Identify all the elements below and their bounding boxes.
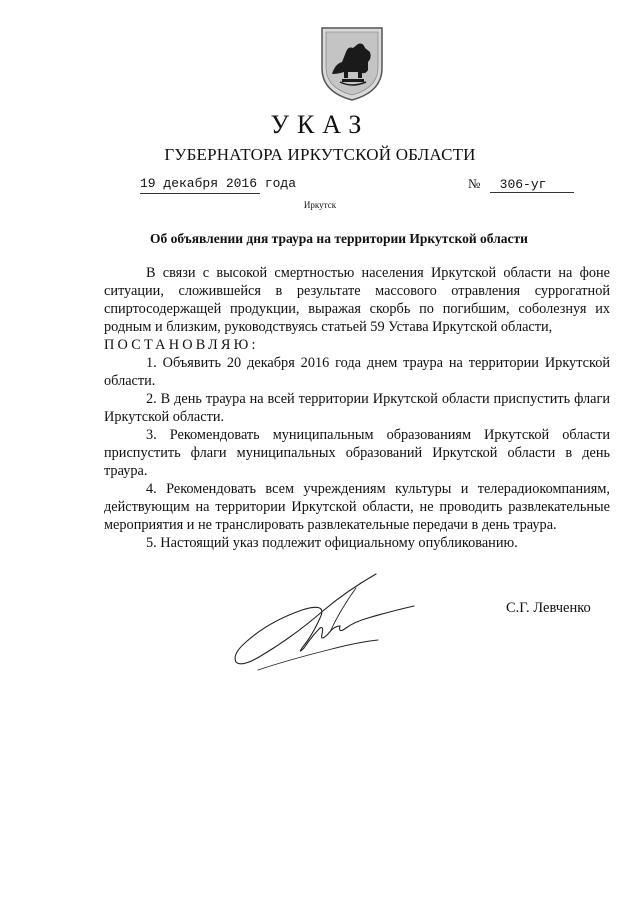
intro-paragraph: В связи с высокой смертностью населения Иркутской области на фоне ситуации, сложившейся в результате массового отравления суррогатной спиртосодержащей продукции, выражая скорбь по погибшим, соболезнуя их родным и близким, руководствуясь статьей 59 Устава Иркутской области, (104, 265, 610, 335)
handwritten-signature (228, 570, 428, 685)
decree-item-1: 1. Объявить 20 декабря 2016 года днем траура на территории Иркутской области. (104, 355, 610, 389)
decree-title: УКАЗ (270, 110, 370, 139)
document-body (104, 264, 610, 552)
decree-item-5: 5. Настоящий указ подлежит официальному опубликованию. (146, 535, 518, 551)
decree-keyword: ПОСТАНОВЛЯЮ: (104, 337, 259, 353)
decree-subtitle: ГУБЕРНАТОРА ИРКУТСКОЙ ОБЛАСТИ (164, 145, 476, 164)
coat-of-arms-icon (318, 24, 386, 102)
decree-date: 19 декабря 2016 года (140, 176, 297, 191)
number-sign: № (468, 176, 481, 191)
decree-item-4: 4. Рекомендовать всем учреждениям культуры и телерадиокомпаниям, действующим на территории Иркутской области, не проводить развлекательные мероприятия и не транслировать развлекательные передачи в день траура. (104, 481, 610, 533)
decree-item-2: 2. В день траура на всей территории Иркутской области приспустить флаги Иркутской области. (104, 391, 610, 425)
document-heading: Об объявлении дня траура на территории Иркутской области (150, 231, 528, 246)
decree-number (468, 176, 574, 193)
city-label: Иркутск (303, 200, 337, 210)
number-value: 306-уг (490, 177, 574, 193)
date-underline (140, 193, 260, 194)
signer-name: С.Г. Левченко (506, 600, 591, 616)
decree-item-3: 3. Рекомендовать муниципальным образованиям Иркутской области приспустить флаги муниципальных образований Иркутской области в день траура. (104, 427, 610, 479)
